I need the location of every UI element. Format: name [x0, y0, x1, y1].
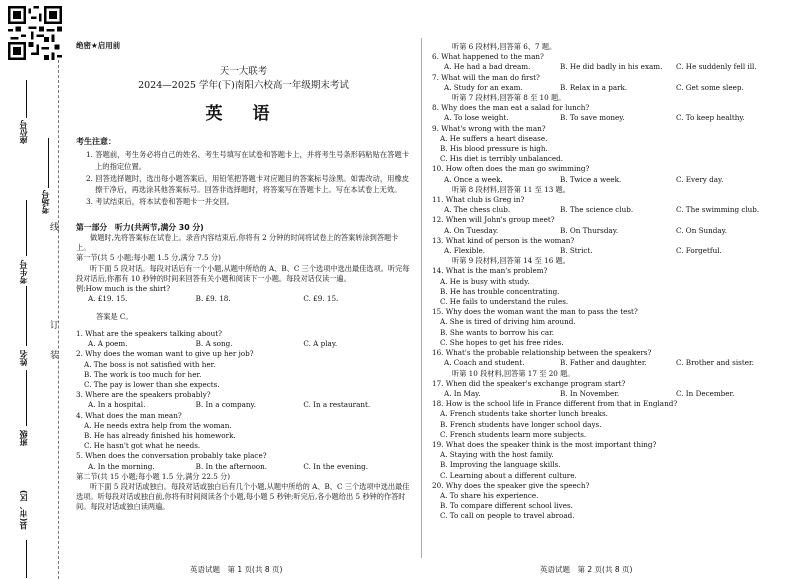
option-row — [432, 205, 792, 215]
binding-margin — [0, 60, 70, 579]
question-stem: 5. When does the conversation probably take place? — [76, 451, 267, 461]
option: A. In May. — [444, 388, 481, 398]
option: B. His blood pressure is high. — [440, 144, 548, 154]
option: C. Forgetful. — [676, 246, 722, 256]
class-label: 班级 — [19, 430, 28, 446]
option: A. A poem. — [88, 339, 128, 349]
example-options — [76, 294, 411, 304]
question-stem: 14. What is the man's problem? — [432, 266, 548, 276]
right-column — [432, 42, 792, 522]
exam-room-label: 考场号 — [41, 190, 50, 214]
question-stem: 12. When will John's group meet? — [432, 215, 555, 225]
option: B. Twice a week. — [560, 174, 622, 184]
question-stem: 18. How is the school life in France different from that in England? — [432, 399, 678, 409]
option: B. He has trouble concentrating. — [440, 286, 560, 296]
section-instruction: 听第 7 段材料,回答第 8 至 10 题。 — [452, 93, 566, 103]
option: A. Study for an exam. — [444, 82, 523, 92]
question-stem: 13. What kind of person is the woman? — [432, 235, 575, 245]
seat-number-label: 座位号 — [19, 120, 28, 144]
option: B. In November. — [560, 388, 620, 398]
option: A. French students take shorter lunch breaks. — [440, 409, 608, 419]
notice-item: 3. 考试结束后，将本试卷和答题卡一并交回。 — [86, 197, 234, 207]
option: C. In a restaurant. — [303, 400, 371, 410]
option: C. In December. — [676, 388, 735, 398]
option: A. He needs extra help from the woman. — [84, 420, 232, 430]
option: C. She hopes to get his free rides. — [440, 337, 564, 347]
option: A. The boss is not satisfied with her. — [84, 359, 216, 369]
question-stem: 2. Why does the woman want to give up her job? — [76, 349, 254, 359]
name-label: 姓名 — [19, 350, 28, 366]
part1-title: 第一部分 听力(共两节,满分 30 分) — [76, 222, 204, 232]
example-answer: 答案是 C。 — [96, 311, 133, 321]
county-label: 县(市、区) — [19, 490, 28, 530]
option: C. The swimming club. — [676, 205, 760, 215]
option-row — [432, 113, 792, 123]
option: A. He suffers a heart disease. — [440, 133, 548, 143]
option-row — [432, 226, 792, 236]
option: B. On Thursday. — [560, 225, 619, 235]
option-row — [432, 358, 792, 368]
option: C. A play. — [303, 339, 338, 349]
option-row — [432, 175, 792, 185]
option: C. French students learn more subjects. — [440, 429, 587, 439]
option: C. The pay is lower than she expects. — [84, 380, 220, 389]
question-stem: 9. What's wrong with the man? — [432, 123, 546, 133]
exam-number-label: 考生号 — [19, 260, 28, 284]
option: B. He did badly in his exam. — [560, 62, 663, 72]
option: B. French students have longer school days. — [440, 419, 602, 429]
column-divider — [421, 38, 422, 558]
option: A. To lose weight. — [444, 113, 509, 123]
option-row — [432, 62, 792, 72]
option: A. Staying with the host family. — [440, 450, 554, 460]
option: B. Father and daughter. — [560, 358, 647, 368]
option-row — [76, 339, 411, 349]
option: B. To compare different school lives. — [440, 501, 573, 511]
example-question: 例:How much is the shirt? — [76, 284, 171, 293]
option: C. He suddenly fell ill. — [676, 62, 757, 72]
option: C. To keep healthy. — [676, 113, 745, 123]
option-row — [76, 400, 411, 410]
option: B. In a company. — [195, 400, 256, 410]
option: C. To call on people to travel abroad. — [440, 511, 575, 521]
part1-intro: 做题时,先将答案标在试卷上。录音内容结束后,你将有 2 分钟的时间将试卷上的答案转涂到答题卡上。 — [76, 232, 399, 253]
section2-intro: 听下面 5 段对话或独白。每段对话或独白后有几个小题,从题中所给的 A、B、C 三个选项中选出最佳选项。听每段对话或独白前,你将有时间阅读各个小题,每小题 5 秒钟;听完后,各小题给出 5 秒钟的作答时间。每段对话或独白读两遍。 — [76, 482, 410, 512]
option: B. The science club. — [560, 205, 634, 215]
question-stem: 10. How often does the man go swimming? — [432, 164, 590, 174]
question-stem: 19. What does the speaker think is the most important thing? — [432, 439, 657, 449]
option: C. Every day. — [676, 174, 724, 184]
option: B. A song. — [195, 339, 233, 349]
section1-intro: 听下面 5 段对话。每段对话后有一个小题,从题中所给的 A、B、C 三个选项中选出最佳选项。听完每段对话后,你都有 10 秒钟的时间来回答有关小题和阅读下一小题。每段对话仅读一遍。 — [76, 263, 410, 283]
exam-number-line — [26, 200, 27, 256]
option-row — [432, 389, 792, 399]
option: C. He hasn't got what he needs. — [84, 441, 201, 451]
option: C. Learning about a different culture. — [440, 470, 577, 480]
footer-right: 英语试题 第 2 页(共 8 页) — [540, 565, 633, 574]
bind-label-line: 线 — [50, 223, 60, 233]
option: A. On Tuesday. — [444, 225, 499, 235]
option: B. Relax in a park. — [560, 82, 628, 92]
question-stem: 4. What does the man mean? — [76, 410, 182, 420]
footer-left: 英语试题 第 1 页(共 8 页) — [190, 565, 283, 574]
notice-item: 1. 答题前，考生务必将自己的姓名、考生号填写在试卷和答题卡上，并将考生号条形码粘贴在答题卡上的指定位置。 — [86, 150, 410, 171]
section-instruction: 听第 8 段材料,回答第 11 至 13 题。 — [452, 184, 570, 194]
option: B. Strict. — [560, 246, 593, 256]
option: A. £19. 15. — [88, 294, 128, 304]
question-stem: 1. What are the speakers talking about? — [76, 328, 223, 338]
option-row — [432, 246, 792, 256]
name-line — [26, 286, 27, 346]
county-line — [26, 540, 27, 578]
notice-item: 2. 回答选择题时，选出每小题答案后，用铅笔把答题卡对应题目的答案标号涂黑。如需改动，用橡皮擦干净后，再选涂其他答案标号。回答非选择题时，将答案写在答题卡上。写在本试卷上无效。 — [86, 173, 410, 195]
notice-list — [76, 149, 411, 208]
bind-label-zhuang: 装 — [50, 351, 60, 361]
option: A. He is busy with study. — [440, 276, 530, 286]
section-instruction: 听第 6 段材料,回答第 6、7 题。 — [452, 42, 557, 51]
option: A. She is tired of driving him around. — [440, 317, 576, 327]
option: C. On Sunday. — [676, 225, 728, 235]
option: B. Improving the language skills. — [440, 460, 561, 470]
qr-code — [8, 6, 62, 60]
option: C. His diet is terribly unbalanced. — [440, 154, 564, 164]
section-instruction: 听第 10 段材料,回答第 17 至 20 题。 — [452, 368, 575, 378]
exam-name: 天一大联考 — [219, 66, 268, 77]
question-stem: 7. What will the man do first? — [432, 72, 540, 82]
option: B. In the afternoon. — [195, 461, 268, 471]
option: B. He has already finished his homework. — [84, 431, 236, 441]
option: C. £9. 15. — [303, 294, 339, 304]
question-stem: 17. When did the speaker's exchange program start? — [432, 378, 626, 388]
left-questions — [76, 329, 411, 472]
secret-mark: 绝密★启用前 — [76, 41, 121, 50]
notice-title: 考生注意： — [76, 137, 116, 146]
bind-label-ding: 订 — [50, 321, 60, 331]
left-column — [76, 40, 411, 513]
question-stem: 3. Where are the speakers probably? — [76, 390, 211, 400]
option-row — [76, 462, 411, 472]
question-stem: 8. Why does the man eat a salad for lunch? — [432, 103, 590, 113]
question-stem: 11. What club is Greg in? — [432, 195, 525, 205]
option: A. In a hospital. — [88, 400, 146, 410]
option: A. Coach and student. — [444, 358, 525, 368]
section2-title: 第二节(共 15 小题;每小题 1.5 分,满分 22.5 分) — [76, 471, 231, 481]
option: C. Brother and sister. — [676, 358, 754, 368]
exam-subtitle: 2024—2025 学年(下)南阳六校高一年级期末考试 — [138, 80, 349, 91]
question-stem: 6. What happened to the man? — [432, 52, 544, 62]
option: C. Get some sleep. — [676, 82, 744, 92]
option: A. Flexible. — [444, 246, 486, 256]
question-stem: 15. Why does the woman want the man to pass the test? — [432, 307, 638, 317]
section-instruction: 听第 9 段材料,回答第 14 至 16 题。 — [452, 256, 570, 266]
exam-room-line — [48, 138, 49, 188]
option: B. £9. 18. — [195, 294, 231, 304]
option: A. Once a week. — [444, 174, 503, 184]
option: B. To save money. — [560, 113, 625, 123]
option: B. She wants to borrow his car. — [440, 327, 555, 337]
subject-title: 英 语 — [205, 104, 282, 124]
seat-number-line — [26, 80, 27, 118]
option: C. He fails to understand the rules. — [440, 297, 569, 307]
option-row — [432, 83, 792, 93]
option: B. The work is too much for her. — [84, 369, 202, 379]
class-line — [26, 370, 27, 426]
section1-title: 第一节(共 5 小题;每小题 1.5 分,满分 7.5 分) — [76, 253, 221, 263]
option: A. To share his experience. — [440, 490, 539, 500]
option: A. He had a bad dream. — [444, 62, 531, 72]
option: A. The chess club. — [444, 205, 511, 215]
question-stem: 20. Why does the speaker give the speech? — [432, 480, 590, 490]
question-stem: 16. What's the probable relationship between the speakers? — [432, 348, 652, 358]
option: A. In the morning. — [88, 461, 155, 471]
option: C. In the evening. — [303, 461, 368, 471]
